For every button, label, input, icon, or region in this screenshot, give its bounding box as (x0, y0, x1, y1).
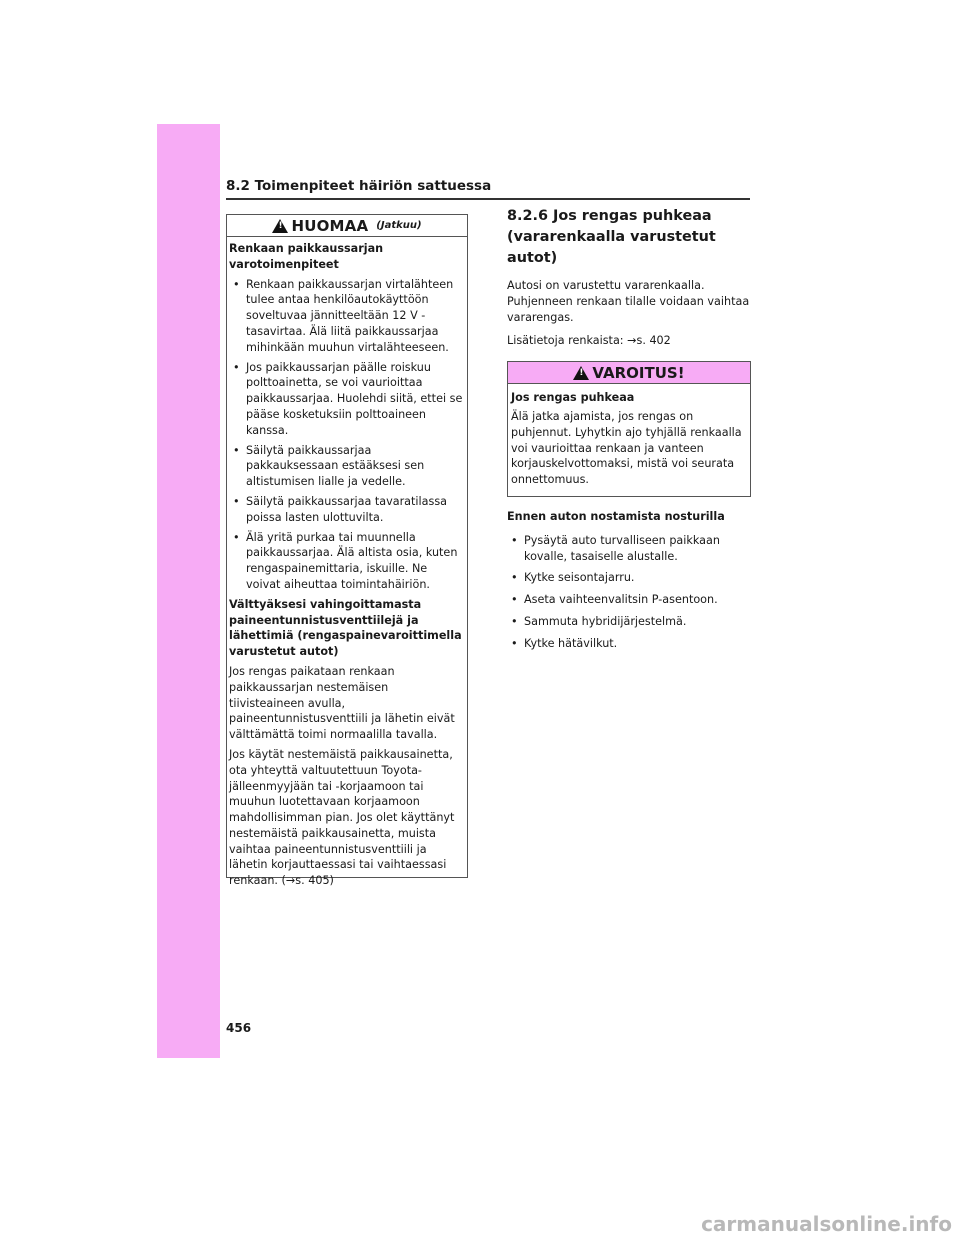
list-item: • Säilytä paikkaussarjaa pakkauksessaan estääksesi sen altistumisen lialle ja vedelle. (229, 443, 465, 490)
warning-box (507, 361, 751, 497)
notice-body (227, 237, 467, 889)
notice-box (226, 214, 468, 888)
list-item: • Jos paikkaussarjan päälle roiskuu polttoainetta, se voi vaurioittaa paikkaussarjaa. Huolehdi siitä, ettei se pääse kosketuksiin polttoaineen kanssa. (229, 360, 465, 439)
page-number: 456 (226, 1021, 252, 1035)
warning-header (508, 362, 750, 384)
list-item: • Kytke hätävilkut. (507, 636, 751, 652)
more-info-link[interactable]: Lisätietoja renkaista: →s. 402 (507, 334, 671, 348)
subsection-title: 8.2.6 Jos rengas puhkeaa (vararenkaalla varustetut autot) (507, 208, 716, 266)
list-item: • Kytke seisontajarru. (507, 570, 751, 586)
warning-body (508, 384, 750, 496)
chapter-side-tab (157, 124, 220, 1058)
notice-header (227, 215, 467, 237)
notice-heading: Renkaan paikkaussarjan varotoimenpiteet (229, 242, 384, 271)
header-rule (226, 198, 750, 200)
list-item: • Sammuta hybridijärjestelmä. (507, 614, 751, 630)
warning-text: Älä jatka ajamista, jos rengas on puhjennut. Lyhytkin ajo tyhjällä renkaalla voi vaurioittaa renkaan ja vanteen korjauskelvottomaksi, mistä voi seurata onnettomuus. (511, 409, 742, 487)
notice-title: HUOMAA (291, 216, 369, 235)
warning-title: VAROITUS! (592, 363, 685, 382)
list-item: • Aseta vaihteenvalitsin P-asentoon. (507, 592, 751, 608)
watermark: carmanualsonline.info (701, 1212, 952, 1236)
warning-triangle-icon (573, 366, 589, 380)
list-item: • Pysäytä auto turvalliseen paikkaan kovalle, tasaiselle alustalle. (507, 533, 751, 565)
intro-paragraph: Autosi on varustettu vararenkaalla. Puhjenneen renkaan tilalle voidaan vaihtaa vararengas. (507, 279, 750, 324)
notice-bullet-list (229, 277, 465, 593)
before-lift-heading: Ennen auton nostamista nosturilla (507, 509, 725, 523)
notice-heading: Välttyäksesi vahingoittamasta paineentunnistusventtiilejä ja lähettimiä (rengaspainevaroittimella varustetut autot) (229, 597, 462, 659)
warning-heading: Jos rengas puhkeaa (511, 391, 635, 405)
main-column (507, 206, 751, 658)
steps-list (507, 533, 751, 652)
list-item: • Säilytä paikkaussarjaa tavaratilassa poissa lasten ulottuvilta. (229, 494, 465, 526)
notice-paragraph: Jos käytät nestemäistä paikkausainetta, ota yhteyttä valtuutettuun Toyota-jälleenmyyjään tai -korjaamoon tai muuhun luotettavaan korjaamoon mahdollisimman pian. Jos olet käyttänyt nestemäistä paikkausainetta, muista vaihtaa paineentunnistusventtiili ja lähetin korjauttaessasi tai vaihtaessasi renkaan. (→s. 405) (229, 747, 455, 888)
warning-triangle-icon (272, 219, 288, 233)
list-item: • Renkaan paikkaussarjan virtalähteen tulee antaa henkilöautokäyttöön soveltuvaa jännitteeltään 12 V -tasavirtaa. Älä liitä paikkaussarjaa mihinkään muuhun virtalähteeseen. (229, 277, 465, 356)
list-item: • Älä yritä purkaa tai muunnella paikkaussarjaa. Älä altista osia, kuten rengaspainemittaria, iskuille. Ne voivat aiheuttaa toimintahäiriön. (229, 530, 465, 593)
notice-paragraph: Jos rengas paikataan renkaan paikkaussarjan nestemäisen tiivisteaineen avulla, paineentunnistusventtiili ja lähetin eivät välttämättä toimi normaalilla tavalla. (229, 664, 455, 742)
section-header: 8.2 Toimenpiteet häiriön sattuessa (226, 178, 492, 194)
notice-continued: (Jatkuu) (376, 220, 422, 231)
